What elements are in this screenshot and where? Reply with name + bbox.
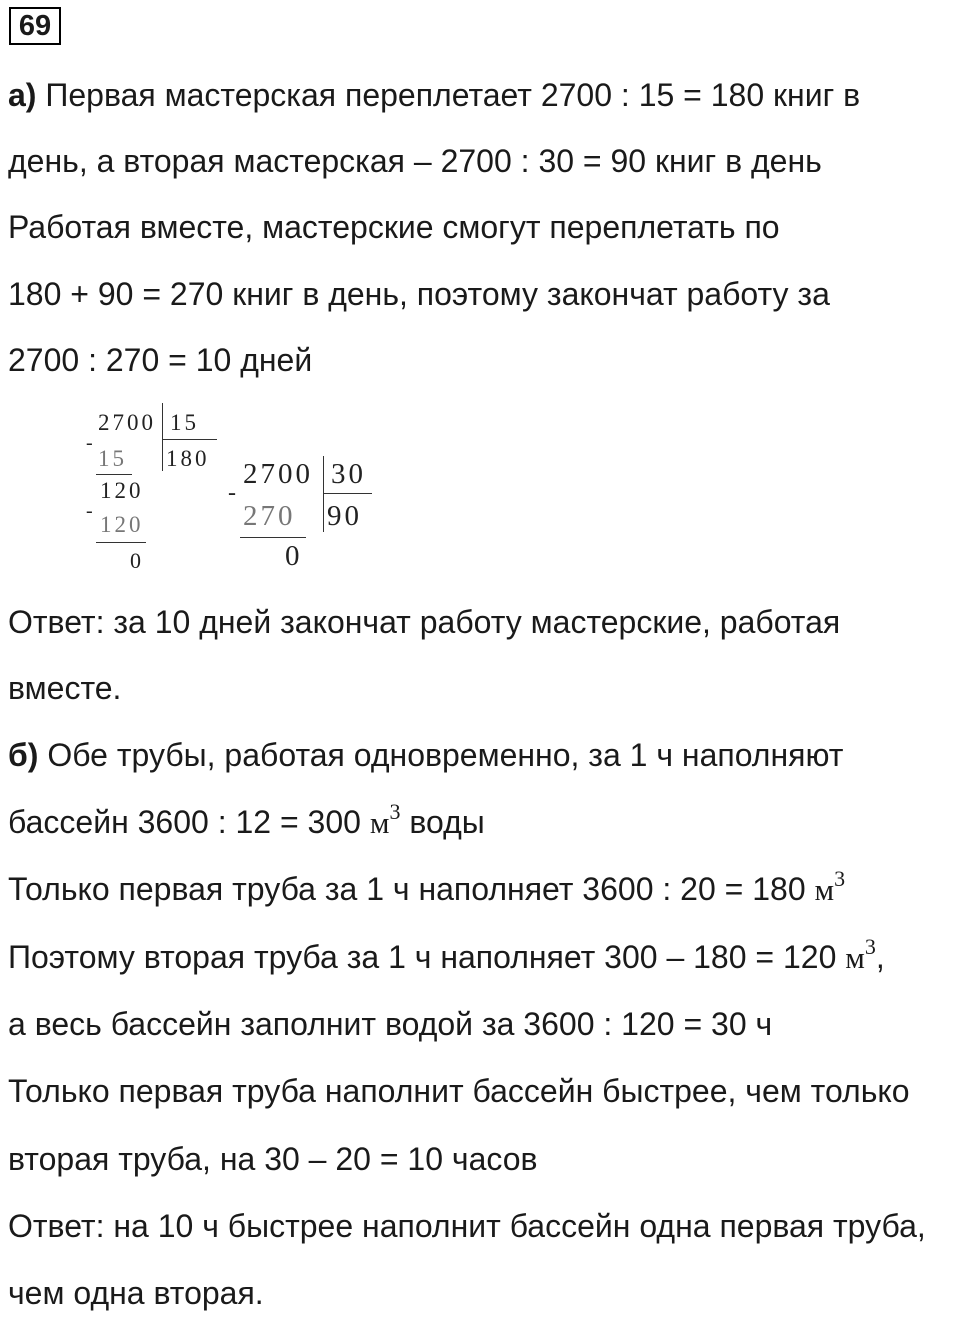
part-a-line-1-text: Первая мастерская переплетает 2700 : 15 = 180 книг в (36, 77, 861, 113)
part-a-answer-2: вместе. (8, 670, 122, 706)
part-b-line-1-text: Обе трубы, работая одновременно, за 1 ч наполняют (38, 737, 844, 773)
division-1-rem-1: 120 (100, 478, 144, 503)
problem-number: 69 (9, 7, 61, 45)
part-b-line-7: вторая труба, на 30 – 20 = 10 часов (8, 1141, 538, 1177)
division-2-minus: - (228, 480, 239, 506)
part-b-line-4-post: , (875, 939, 885, 975)
unit-exponent-3: 3 (864, 934, 876, 960)
division-1-quotient-bar (163, 439, 217, 440)
part-b-line-2 (8, 799, 485, 843)
part-b-line-4-pre: Поэтому вторая труба за 1 ч наполняет 300 – 180 = 120 (8, 939, 846, 975)
division-2-line-1 (240, 537, 306, 538)
division-2-vertical-bar (323, 456, 324, 532)
part-a-line-4: 180 + 90 = 270 книг в день, поэтому закончат работу за (8, 276, 830, 312)
unit-cubic-meter-3: м (845, 940, 865, 975)
part-a-answer-1: Ответ: за 10 дней закончат работу мастерские, работая (8, 604, 841, 640)
division-1-rem-2: 0 (130, 548, 144, 573)
division-1-line-2 (96, 542, 146, 543)
unit-exponent-2: 3 (834, 866, 846, 892)
part-b-line-2-pre: бассейн 3600 : 12 = 300 (8, 804, 370, 840)
division-1-quotient: 180 (166, 446, 210, 471)
division-1-divisor: 15 (170, 410, 199, 435)
part-b-line-5: а весь бассейн заполнит водой за 3600 : 120 = 30 ч (8, 1006, 773, 1042)
part-b-label: б) (8, 737, 39, 773)
division-1-minus-2: - (86, 500, 96, 522)
unit-cubic-meter-1: м (369, 805, 390, 840)
division-2-quotient-bar (324, 493, 372, 494)
division-2-rem-1: 0 (285, 540, 303, 572)
division-1-sub-1: 15 (98, 446, 127, 471)
part-b-answer-1: Ответ: на 10 ч быстрее наполнит бассейн одна первая труба, (8, 1208, 926, 1244)
unit-exponent-1: 3 (389, 799, 401, 825)
division-2-quotient: 90 (327, 500, 362, 532)
part-a-label: а) (8, 77, 37, 113)
division-2-dividend: 2700 (243, 458, 313, 490)
part-b-line-3-pre: Только первая труба за 1 ч наполняет 3600 : 20 = 180 (8, 871, 815, 907)
part-b-line-4 (8, 934, 885, 978)
part-a-line-1 (8, 75, 860, 115)
division-1-dividend: 2700 (98, 410, 156, 435)
unit-cubic-meter-2: м (814, 872, 835, 907)
division-2-divisor: 30 (331, 458, 366, 490)
division-2-sub-1: 270 (243, 500, 296, 532)
part-b-line-2-post: воды (400, 804, 485, 840)
part-b-line-3 (8, 866, 846, 910)
part-a-line-2: день, а вторая мастерская – 2700 : 30 = 90 книг в день (8, 143, 822, 179)
part-b-line-1 (8, 735, 843, 775)
division-1-vertical-bar (162, 403, 163, 471)
part-a-line-5: 2700 : 270 = 10 дней (8, 342, 313, 378)
division-1-minus-1: - (86, 432, 96, 454)
part-a-line-3: Работая вместе, мастерские смогут переплетать по (8, 209, 780, 245)
part-b-answer-2: чем одна вторая. (8, 1275, 264, 1311)
division-1-sub-2: 120 (100, 512, 144, 537)
division-1-line-1 (96, 474, 132, 475)
part-b-line-6: Только первая труба наполнит бассейн быстрее, чем только (8, 1073, 910, 1109)
